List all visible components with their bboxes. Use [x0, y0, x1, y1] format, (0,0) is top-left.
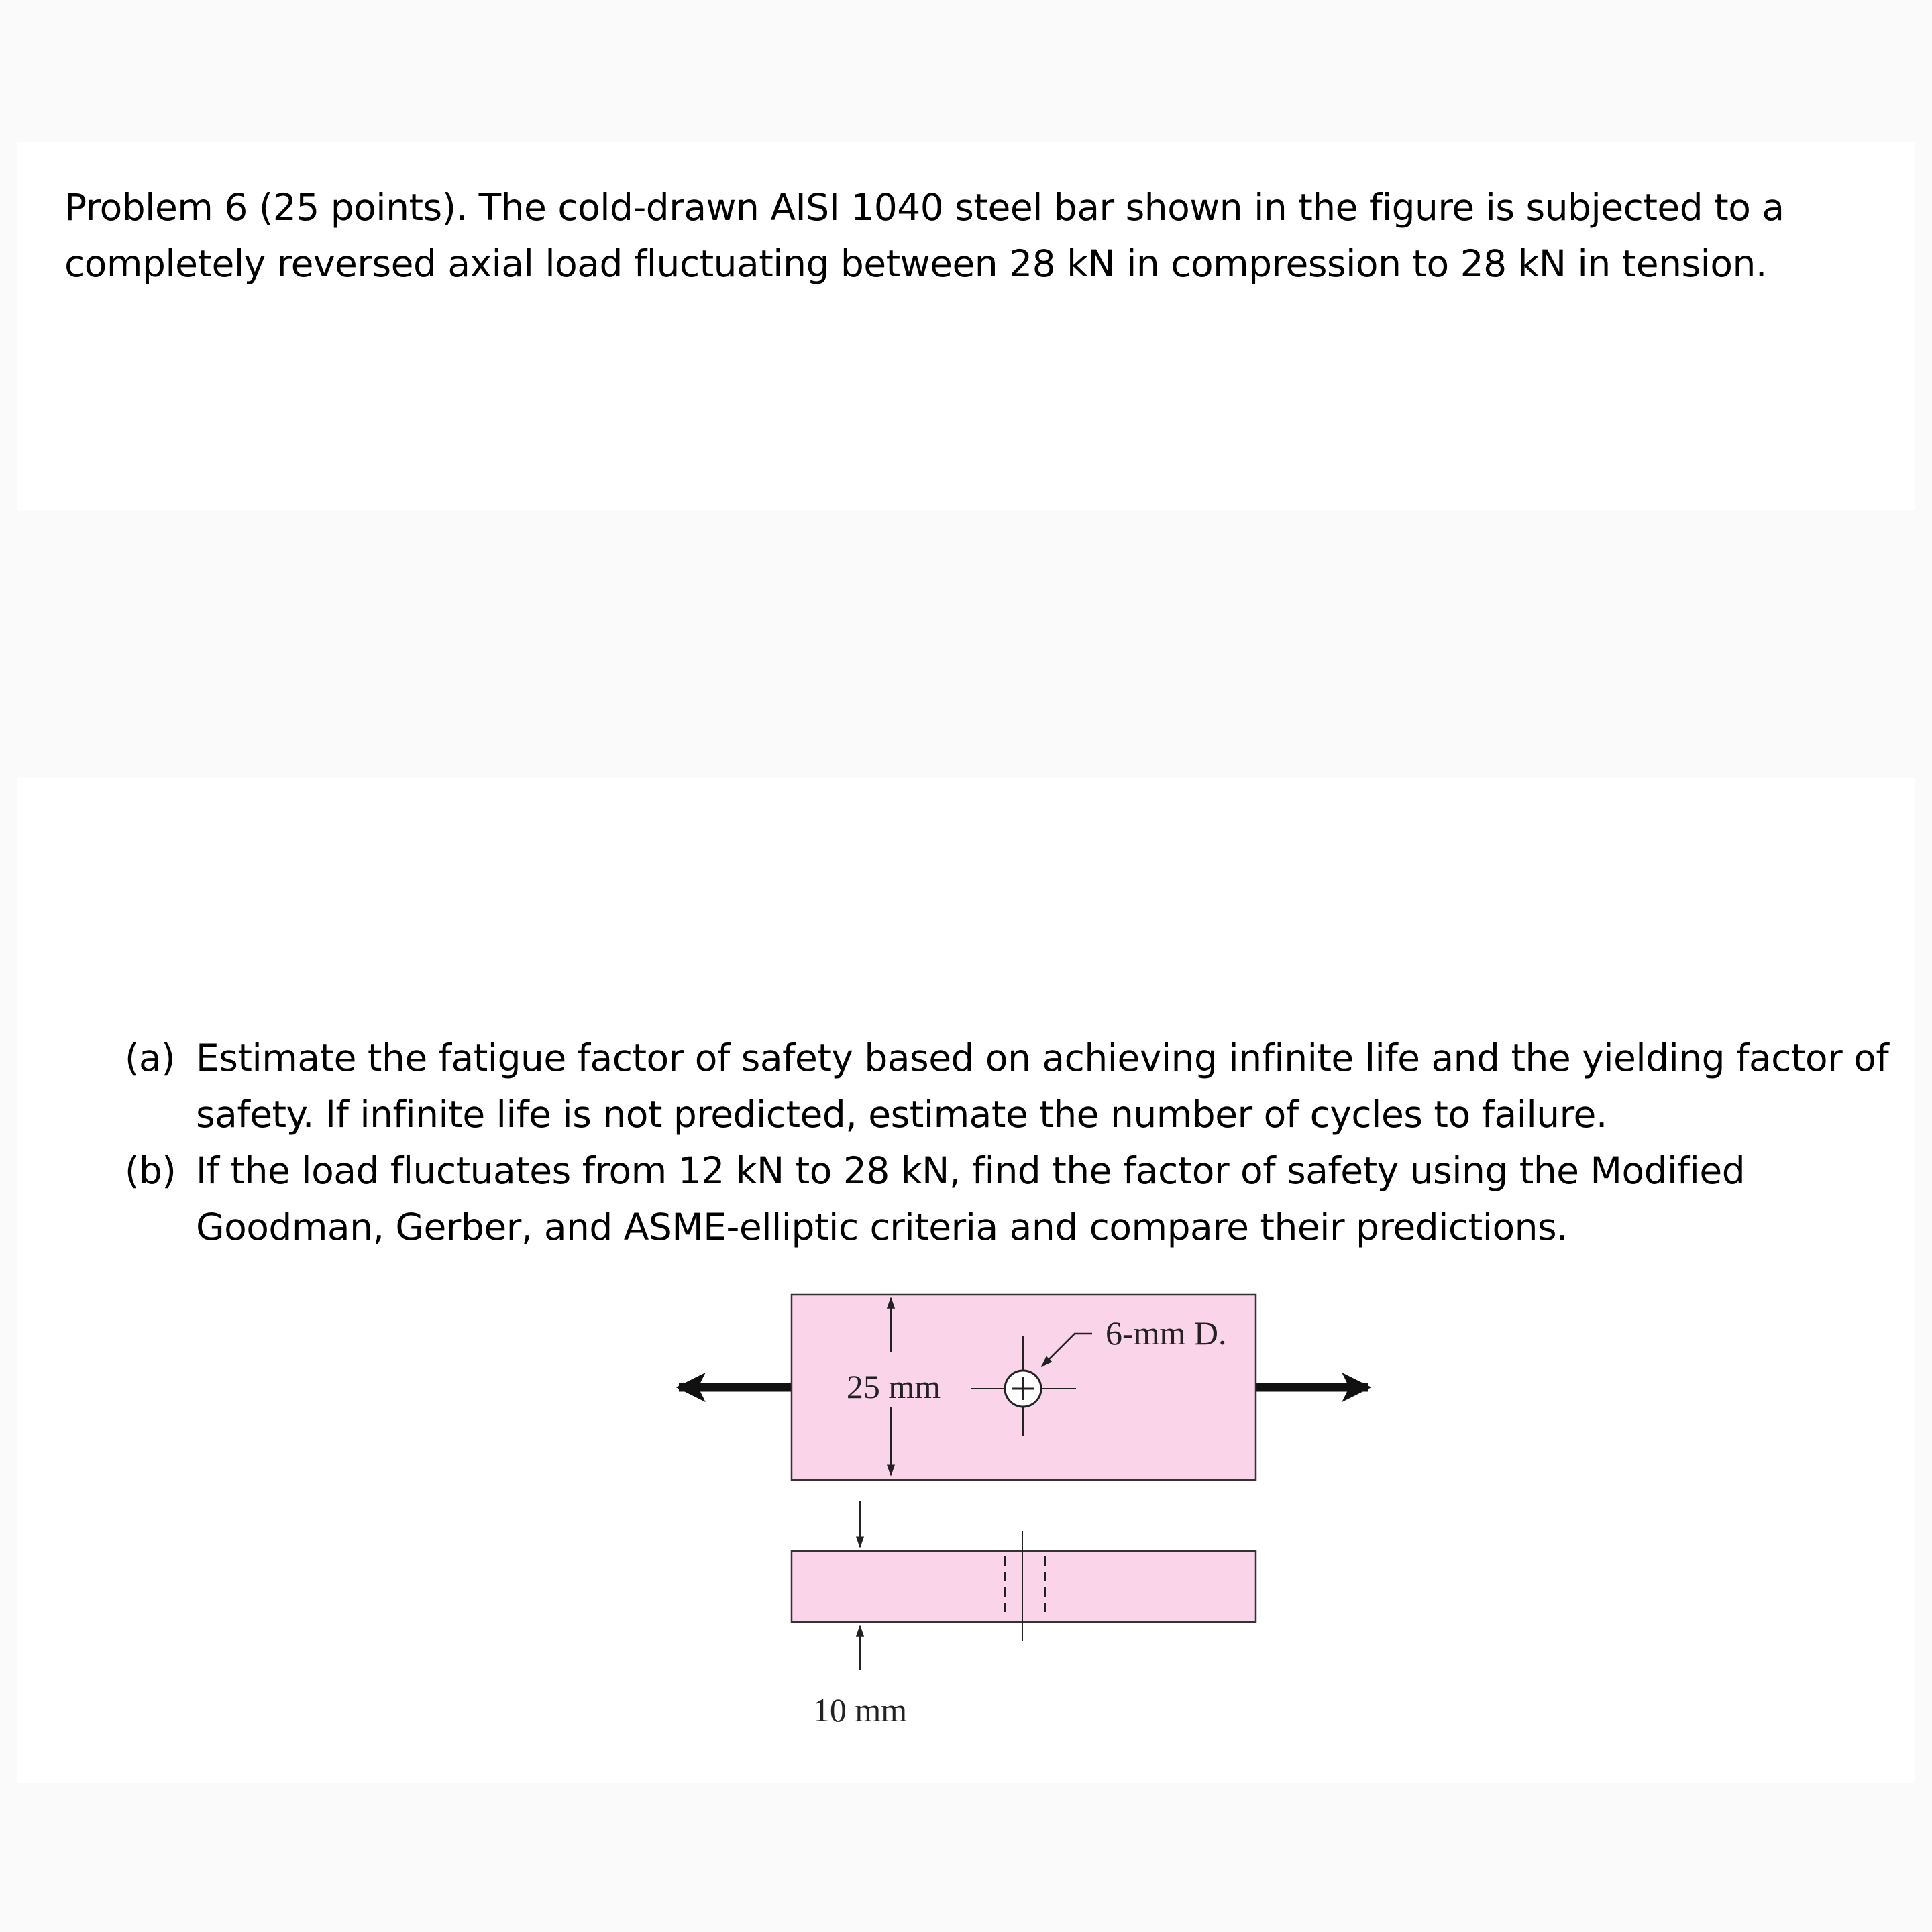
question-text: If the load fluctuates from 12 kN to 28 kN, find the factor of safety using the Modified Goodman, Gerber, and ASME-elliptic criteria and compare their predictions. [196, 1149, 1746, 1248]
question-marker: (b) [125, 1149, 176, 1192]
bar-side-view [792, 1551, 1256, 1622]
problem-text: The cold-drawn AISI 1040 steel bar shown in the figure is subjected to a completely reversed axial load fluctuating between 28 kN in compression to 28 kN in tension. [64, 186, 1784, 285]
problem-heading: Problem 6 (25 points). [64, 186, 468, 229]
thickness-dimension-label: 10 mm [812, 1691, 908, 1729]
hole-diameter-label: 6-mm D. [1106, 1314, 1227, 1352]
question-marker: (a) [125, 1036, 176, 1079]
width-dimension-label: 25 mm [846, 1368, 941, 1405]
question-text: Estimate the fatigue factor of safety based on achieving infinite life and the yielding factor of safety. If infinite life is not predicted, estimate the number of cycles to failure. [196, 1036, 1889, 1136]
